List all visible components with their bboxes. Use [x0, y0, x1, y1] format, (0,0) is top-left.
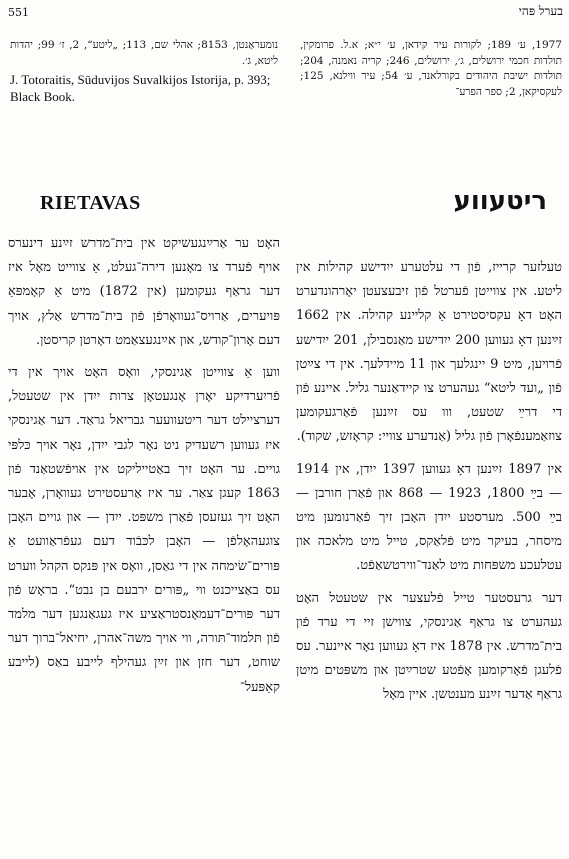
paragraph: אין 1897 זײַנען דאָ געווען 1397 ייִדן, אין 1914 — בײַ 1800, 1923 — 868 און פֿאַרן חורבן — בײַ 500. מערסטע ייִדן האָבן זיך פֿאַרנומען מיט מיסחר, בעיקר מיט פֿלאַקס, טייל מיט מלאכה און עטלעכע משפּחות מיט לאַנד־ווירטשאַפֿט. [296, 461, 563, 574]
body-column-left [8, 232, 280, 708]
paragraph: דער גרעסטער טייל פֿלעצער אין שטעטל האָט געהערט צו גראַף אַגינסקי, צווישן זיי די ערד פֿון בית־מדרש. אין 1878 איז דאָ געווען נאָר איינער. עס פֿלעגן פֿאָרקומען אָפֿטע שטרײַטן און משפּטים מיטן גראַף אַדער זײַנע מענטשן. איין מאָל [296, 590, 562, 703]
paragraph: האָט ער אַרײַנגעשיקט אין בית־מדרש זײַנע דינערס אויף פֿערד צו מאָנען דירה־געלט, אַ צווייט מאָל איז דער גראַף געקומען (אין 1872) מיט אַ קאָמפּאַ פּויערים, אַרויס־געוואָרפֿן פֿון בית־מדרש אַלץ, אויך דעם אָרון־קודש, און אײַנגעצאַמט דאָרטן קריסטן. [8, 236, 280, 348]
footnote-left-latin: J. Totoraitis, Sūduvijos Suvalkijos Istorija, p. 393; Black Book. [10, 72, 271, 104]
section-title-latin: RIETAVAS [40, 192, 141, 214]
paragraph: טעלזער קרייז, פֿון די עלטערע ייִדישע קהילות אין ליטע. אין צווייטן פֿערטל פֿון זיבעצעטן יאָרהונדערט האָט דאָ עקסיסטירט אַ קליינע קהילה. אין 1662 זײַנען דאָ געווען 200 ייִדישע מאַנסבילן, 201 ייִדישע פֿרויען, מיט 9 יינגלעך און 11 מיידלעך. אין די צײַטן פֿון „ועד ליטא“ געהערט צו קיידאַנער גליל. איינע פֿון די דרײַ שטעט, ווו עס זײַנען פֿאַרגעקומען צוזאַמענפֿאָרן פֿון גליל (אַנדערע צוויי: קראָזש, שקוד). [296, 260, 562, 445]
footnote-right [300, 38, 562, 100]
running-head: בערל פּהי [518, 4, 563, 18]
page-number: 551 [8, 6, 29, 19]
paragraph: ווען אַ צווייטן אַגינסקי, וואָס האָט אויך אין די פֿריִערדיקע יאָרן אָנגעטאָן צרות ייִדן אין שטעטל, דערציילט דער ריטעוועער גבריאל גראַד. דער אַגינסקי איז געווען רשעדיק ניט נאָר לגבי ייִדן, נאָר אויך כּלפּי גויים. ער האָט זיך באַטייליקט אין אויפֿשטאַנד פֿון 1863 קעגן צאַר. ער איז אַרעסטירט געוואָרן, אָבער האָט זיך געזעסן פֿאַרן משפּט. ייִדן — און גויים האָבן צוגעהאָלפֿן — האָבן לכּבֿוד דעם געפֿראַוועט אַ פּורים־שׂימחה אין די גאַסן, וואָס אין פּנקס הקהל ווערט עס באַצייכנט ווי „פּורים ירבעם בן נבט“. בראָש פֿון דער פּורים־דעמאָנסטראַציע איז געגאַנגען דער מלמד פֿון תּלמוד־תּורה, ווי אויך משה־אהרן, יחיאל־ברוך דער שוחט, דער חזן און זײַן געהילף לייבע באַס (לייבע קאַפּעל־ [8, 365, 280, 695]
footnote-left-yiddish: נומעראַנטן, 8153; אהלי שם, 113; „ליטע“, 2, ז׳ 99; יהדות ליטא, ג׳. [10, 39, 278, 67]
section-title-yiddish: ריטעווע [453, 186, 547, 216]
body-column-right [296, 256, 562, 716]
footnote-left [10, 38, 278, 105]
footnote-right-text: 1977, ע׳ 189; לקורות עיר קידאן, ע׳ י״א; א.ל. פרומקין, תולדות חכמי ירושלים, ג׳, ירושלים, 246; קריה נאמנה, 204; תולדות ישיבת היהודים בקורלאנד, ע׳ 54; עיר ווילנא, 125; לעקסיקאן, 2; ספר הפרע־ [300, 39, 563, 98]
